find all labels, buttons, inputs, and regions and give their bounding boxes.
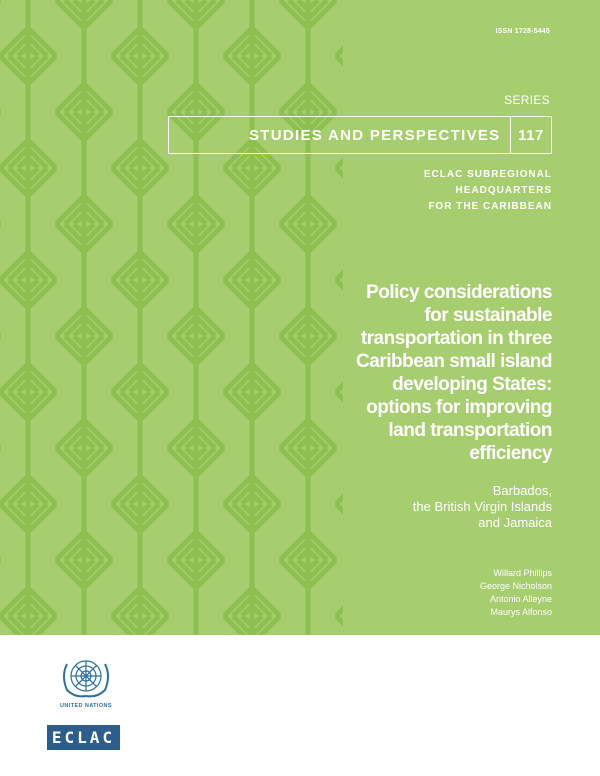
subtitle-line: the British Virgin Islands <box>412 499 552 514</box>
hq-line: FOR THE CARIBBEAN <box>428 201 552 212</box>
pattern-stripe <box>336 616 343 635</box>
author-name: Maurys Alfonso <box>490 607 552 617</box>
title-line: developing States: <box>392 374 552 395</box>
pattern-stripe <box>336 28 343 56</box>
series-number: 117 <box>518 126 544 144</box>
pattern-stripe <box>336 588 343 616</box>
hq-line: HEADQUARTERS <box>455 185 552 196</box>
author-name: Antonio Alleyne <box>489 594 552 604</box>
pattern-stripe <box>336 476 343 504</box>
title-line: efficiency <box>469 443 552 464</box>
subtitle-line: Barbados, <box>492 483 552 498</box>
document-title <box>292 281 552 465</box>
document-subtitle <box>413 483 552 531</box>
eclac-logo: ECLAC <box>47 725 120 750</box>
subtitle-line: and Jamaica <box>478 515 552 530</box>
pattern-stripe <box>336 504 343 532</box>
headquarters-label <box>424 167 552 215</box>
author-name: Willard Phillips <box>493 568 552 578</box>
pattern-stripe <box>336 56 343 84</box>
series-label: SERIES <box>504 93 550 107</box>
title-line: Policy considerations <box>366 282 552 303</box>
un-wordmark: UNITED NATIONS <box>60 703 112 709</box>
hq-line: ECLAC SUBREGIONAL <box>423 169 552 180</box>
series-box <box>168 116 552 154</box>
title-line: options for improving <box>366 397 552 418</box>
author-list <box>480 567 552 619</box>
pattern-stripe <box>336 252 343 280</box>
issn-number: ISSN 1728-5445 <box>495 28 550 35</box>
title-line: for sustainable <box>424 305 552 326</box>
title-line: Caribbean small island <box>356 351 552 372</box>
series-name: STUDIES AND PERSPECTIVES <box>248 126 501 144</box>
author-name: George Nicholson <box>479 581 552 591</box>
title-line: land transportation <box>388 420 552 441</box>
pattern-stripe <box>336 168 343 196</box>
title-line: transportation in three <box>360 328 552 349</box>
